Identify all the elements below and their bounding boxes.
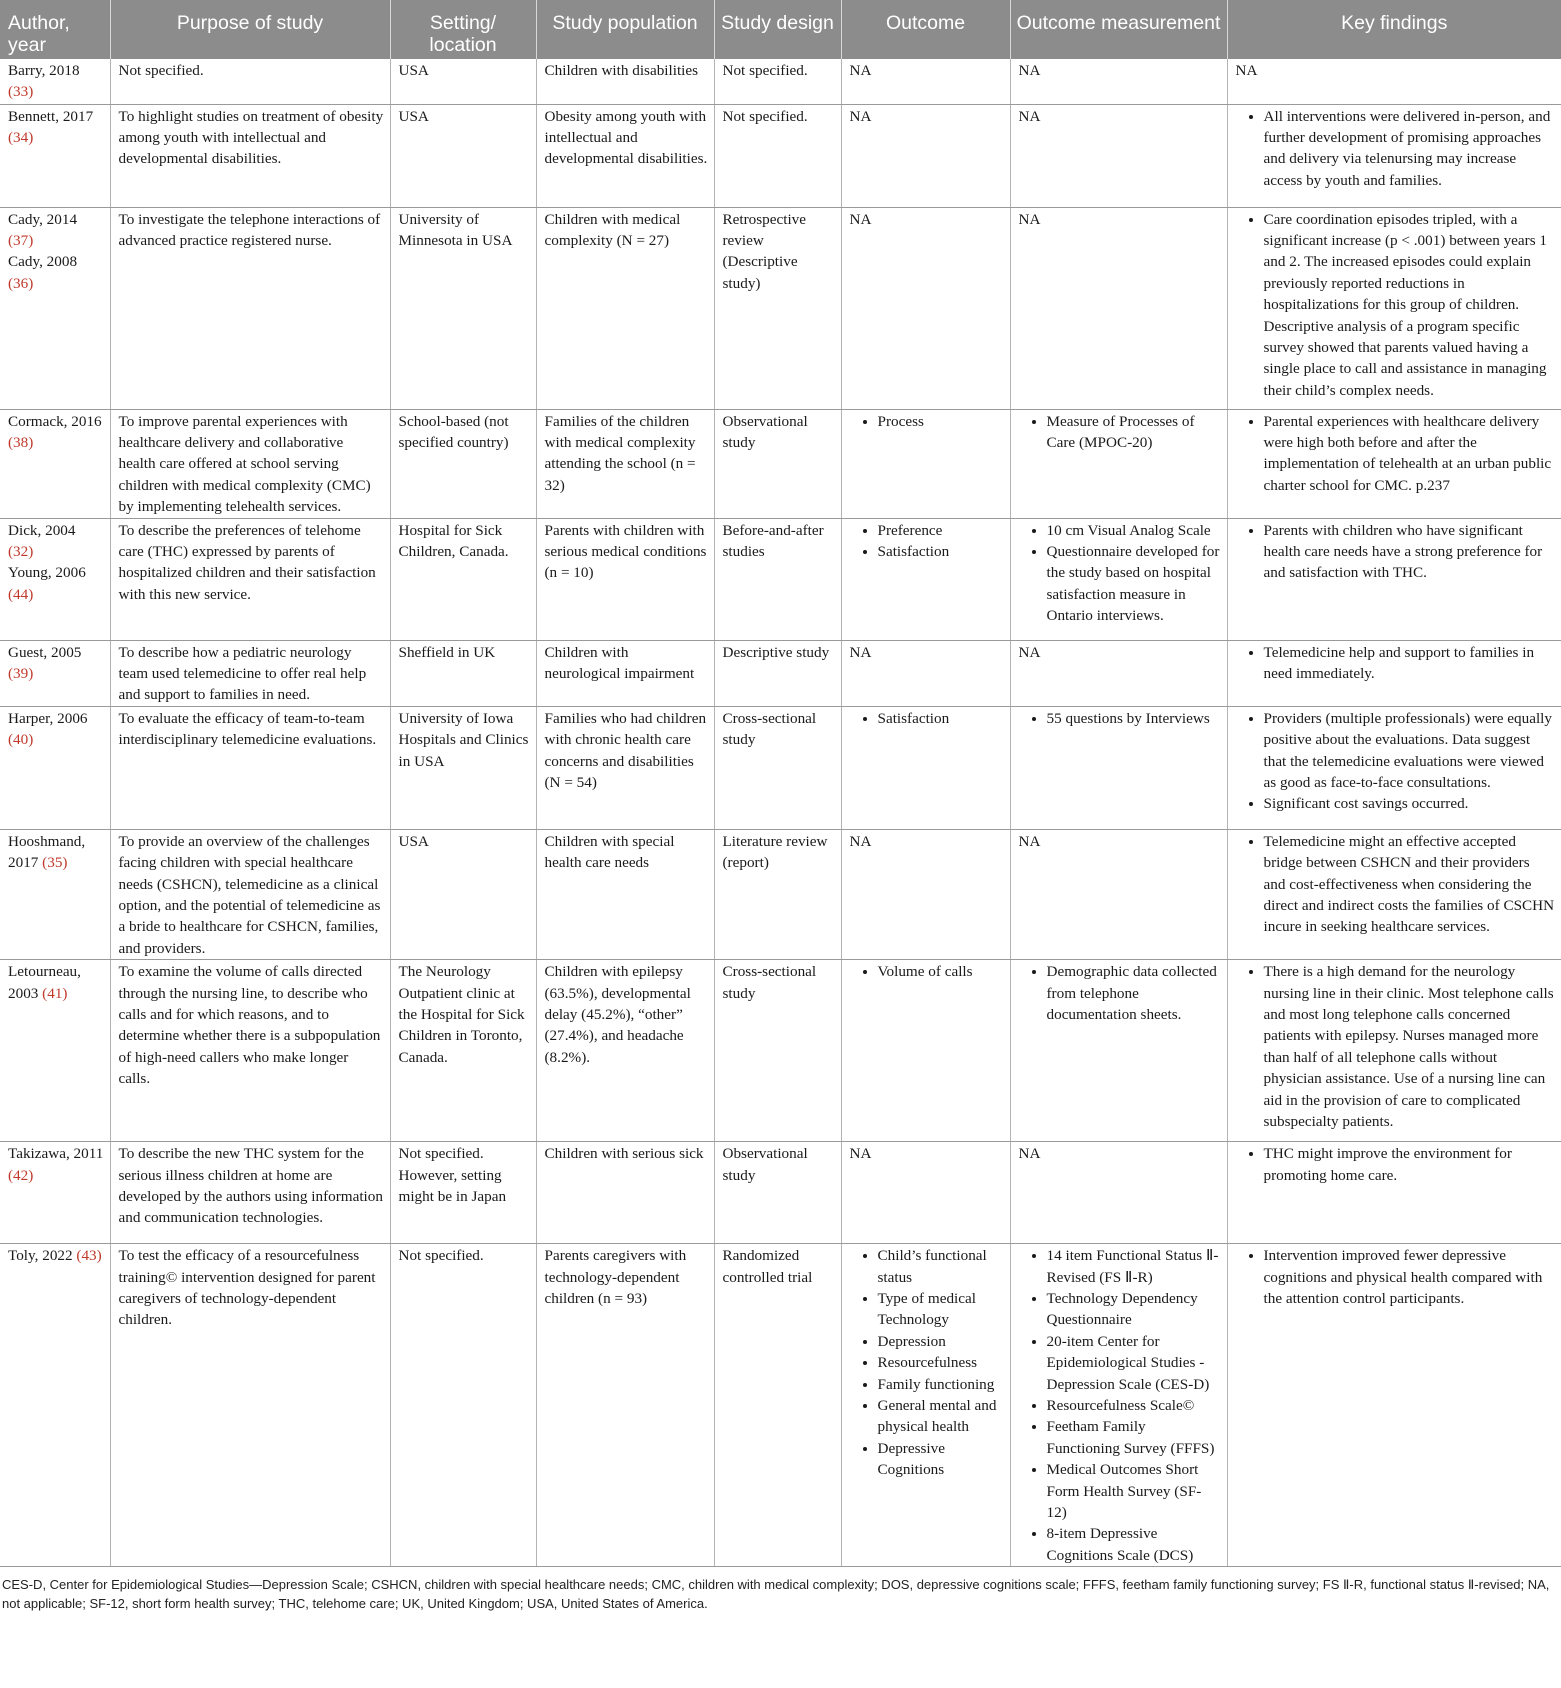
author-year: Cormack, 2016 [8, 412, 102, 430]
table-row [0, 518, 1561, 640]
purpose-cell [110, 960, 390, 1142]
population-cell [536, 207, 714, 409]
setting-cell-text: School-based (not specified country) [398, 412, 509, 451]
author-cell [0, 640, 110, 706]
table-row [0, 207, 1561, 409]
population-cell-text: Children with medical complexity (N = 27) [544, 210, 681, 249]
findings-cell-list [1236, 642, 1556, 685]
purpose-cell [110, 706, 390, 829]
setting-cell-text: University of Minnesota in USA [398, 210, 513, 249]
outcome-cell [841, 640, 1010, 706]
measurement-cell [1010, 518, 1227, 640]
setting-cell [390, 829, 536, 959]
purpose-cell [110, 409, 390, 518]
header-measurement: Outcome measurement [1010, 0, 1227, 59]
author-cell [0, 706, 110, 829]
population-cell [536, 518, 714, 640]
list-item: • Resourcefulness Scale© [1047, 1395, 1221, 1416]
measurement-cell [1010, 207, 1227, 409]
list-item: • 8-item Depressive Cognitions Scale (DCS) [1047, 1523, 1221, 1566]
setting-cell [390, 1244, 536, 1567]
purpose-cell [110, 1244, 390, 1567]
list-item: • Preference [878, 520, 1004, 541]
measurement-cell [1010, 1244, 1227, 1567]
design-cell [714, 706, 841, 829]
design-cell-text: Descriptive study [722, 643, 830, 661]
measurement-cell-list [1019, 961, 1221, 1025]
findings-cell [1227, 1142, 1561, 1244]
population-cell-text: Parents with children with serious medical conditions (n = 10) [544, 521, 707, 582]
setting-cell-text: Not specified. However, setting might be in Japan [398, 1145, 507, 1205]
findings-cell [1227, 104, 1561, 207]
purpose-cell-text: To describe the preferences of telehome care (THC) expressed by parents of hospitalized children and their satisfaction with this new service. [118, 521, 376, 603]
population-cell-text: Families of the children with medical complexity attending the school (n = 32) [544, 412, 696, 494]
reference-link: (32) [8, 542, 34, 560]
list-item: • Medical Outcomes Short Form Health Survey (SF-12) [1047, 1459, 1221, 1523]
findings-cell [1227, 640, 1561, 706]
list-item: • Satisfaction [878, 708, 1004, 729]
author-cell [0, 1244, 110, 1567]
measurement-cell-list [1019, 411, 1221, 454]
list-item: • There is a high demand for the neurology nursing line in their clinic. Most telephone calls and most long telephone calls concerned patients with epilepsy. Nurses managed more than half of all telephone calls without physician assistance. Use of a nursing line can aid in the provision of care to complicated subspecialty patients. [1264, 961, 1556, 1132]
table-row [0, 960, 1561, 1142]
population-cell [536, 960, 714, 1142]
setting-cell [390, 640, 536, 706]
header-design: Study design [714, 0, 841, 59]
outcome-cell [841, 104, 1010, 207]
purpose-cell [110, 104, 390, 207]
author-year: Dick, 2004 [8, 521, 76, 539]
purpose-cell [110, 518, 390, 640]
reference-link: (36) [8, 274, 34, 292]
author-year: Harper, 2006 [8, 709, 88, 727]
design-cell [714, 207, 841, 409]
table-header [0, 0, 1561, 59]
table-row [0, 1244, 1561, 1567]
outcome-cell-text: NA [849, 210, 872, 228]
setting-cell [390, 518, 536, 640]
measurement-cell-text: NA [1018, 1145, 1041, 1163]
reference-link: (38) [8, 433, 34, 451]
findings-cell-list [1236, 520, 1556, 584]
list-item: • 10 cm Visual Analog Scale [1047, 520, 1221, 541]
list-item: • Intervention improved fewer depressive cognitions and physical health compared with the attention control participants. [1264, 1245, 1556, 1309]
author-cell [0, 1142, 110, 1244]
purpose-cell-text: To highlight studies on treatment of obesity among youth with intellectual and developmental disabilities. [118, 107, 384, 168]
table-row [0, 59, 1561, 104]
setting-cell [390, 59, 536, 104]
list-item: • Volume of calls [878, 961, 1004, 982]
purpose-cell-text: Not specified. [118, 62, 204, 79]
population-cell [536, 1142, 714, 1244]
reference-link: (44) [8, 585, 34, 603]
outcome-cell [841, 1244, 1010, 1567]
header-setting: Setting/ location [390, 0, 536, 59]
outcome-cell-text: NA [849, 1145, 872, 1163]
design-cell-text: Before-and-after studies [722, 521, 824, 560]
population-cell [536, 59, 714, 104]
list-item: • General mental and physical health [878, 1395, 1004, 1438]
design-cell [714, 409, 841, 518]
setting-cell-text: USA [398, 832, 429, 850]
list-item: • Parents with children who have significant health care needs have a strong preference for and satisfaction with THC. [1264, 520, 1556, 584]
measurement-cell-text: NA [1018, 643, 1041, 661]
outcome-cell [841, 960, 1010, 1142]
findings-cell-list [1236, 831, 1556, 938]
table-row [0, 640, 1561, 706]
population-cell-text: Children with neurological impairment [544, 643, 695, 682]
header-purpose: Purpose of study [110, 0, 390, 59]
setting-cell [390, 960, 536, 1142]
outcome-cell-text: NA [849, 832, 872, 850]
population-cell-text: Families who had children with chronic health care concerns and disabilities (N = 54) [544, 709, 707, 791]
list-item: • Resourcefulness [878, 1352, 1004, 1373]
reference-link: (37) [8, 231, 34, 249]
measurement-cell [1010, 706, 1227, 829]
list-item: • All interventions were delivered in-person, and further development of promising approaches and delivery via telenursing may increase access by youth and families. [1264, 106, 1556, 192]
list-item: • 14 item Functional Status Ⅱ-Revised (FS Ⅱ-R) [1047, 1245, 1221, 1288]
list-item: • 55 questions by Interviews [1047, 708, 1221, 729]
list-item: • Family functioning [878, 1374, 1004, 1395]
author-year: Barry, 2018 [8, 62, 80, 79]
author-year: Cady, 2014 [8, 210, 78, 228]
purpose-cell [110, 1142, 390, 1244]
findings-cell-list [1236, 961, 1556, 1132]
findings-cell-text: NA [1235, 62, 1258, 79]
findings-cell [1227, 518, 1561, 640]
purpose-cell-text: To provide an overview of the challenges facing children with special healthcare needs (CSHCN), telemedicine as a clinical option, and the potential of telemedicine as a bride to healthcare for CSHCN, families, and providers. [118, 832, 381, 957]
design-cell-text: Cross-sectional study [722, 963, 817, 1002]
reference-link: (35) [42, 854, 68, 872]
outcome-cell [841, 829, 1010, 959]
table-row [0, 706, 1561, 829]
design-cell [714, 59, 841, 104]
design-cell [714, 960, 841, 1142]
findings-cell [1227, 960, 1561, 1142]
table-row [0, 409, 1561, 518]
setting-cell-text: Sheffield in UK [398, 643, 496, 661]
list-item: • Technology Dependency Questionnaire [1047, 1288, 1221, 1331]
table-footnote: CES-D, Center for Epidemiological Studies—Depression Scale; CSHCN, children with special healthcare needs; CMC, children with medical complexity; DOS, depressive cognitions scale; FFFS, feetham family functioning survey; FS Ⅱ-R, functional status Ⅱ-revised; NA, not applicable; SF-12, short form health survey; THC, telehome care; UK, United Kingdom; USA, United States of America. [2, 1577, 1550, 1612]
table-row [0, 829, 1561, 959]
author-year: Young, 2006 [8, 564, 86, 582]
author-cell [0, 59, 110, 104]
author-year: Bennett, 2017 [8, 107, 94, 125]
design-cell-text: Not specified. [722, 62, 808, 79]
measurement-cell [1010, 409, 1227, 518]
outcome-cell [841, 207, 1010, 409]
purpose-cell-text: To examine the volume of calls directed through the nursing line, to describe who calls and for which reasons, and to determine whether there is a subpopulation of high-need callers who make longer calls. [118, 963, 381, 1088]
population-cell [536, 104, 714, 207]
purpose-cell-text: To investigate the telephone interactions of advanced practice registered nurse. [118, 210, 381, 249]
list-item: • Type of medical Technology [878, 1288, 1004, 1331]
header-population: Study population [536, 0, 714, 59]
header-outcome: Outcome [841, 0, 1010, 59]
measurement-cell-text: NA [1018, 832, 1041, 850]
setting-cell-text: USA [398, 107, 429, 125]
purpose-cell-text: To test the efficacy of a resourcefulness training© intervention designed for parent caregivers of technology-dependent children. [118, 1247, 376, 1329]
list-item: • Questionnaire developed for the study based on hospital satisfaction measure in Ontario interviews. [1047, 541, 1221, 627]
outcome-cell-list [850, 520, 1004, 563]
population-cell-text: Children with special health care needs [544, 832, 675, 872]
purpose-cell-text: To describe the new THC system for the serious illness children at home are developed by the authors using information and communication technologies. [118, 1145, 383, 1227]
author-year: Toly, 2022 [8, 1247, 73, 1265]
author-cell [0, 960, 110, 1142]
author-cell [0, 518, 110, 640]
author-cell [0, 409, 110, 518]
outcome-cell [841, 1142, 1010, 1244]
setting-cell-text: Not specified. [398, 1247, 484, 1265]
findings-cell [1227, 1244, 1561, 1567]
list-item: • Measure of Processes of Care (MPOC-20) [1047, 411, 1221, 454]
design-cell-text: Not specified. [722, 107, 808, 125]
list-item: • Significant cost savings occurred. [1264, 793, 1556, 814]
design-cell-text: Observational study [722, 1145, 808, 1184]
setting-cell [390, 1142, 536, 1244]
list-item: • Care coordination episodes tripled, with a significant increase (p < .001) between years 1 and 2. The increased episodes could explain previously reported reductions in hospitalizations for this group of children. Descriptive analysis of a program specific survey showed that parents valued having a single place to call and assistance in managing their child’s complex needs. [1264, 209, 1556, 402]
purpose-cell-text: To improve parental experiences with healthcare delivery and collaborative health care offered at school serving children with medical complexity (CMC) by implementing telehealth services. [118, 412, 371, 516]
findings-cell-list [1236, 1143, 1556, 1186]
list-item: • Demographic data collected from telephone documentation sheets. [1047, 961, 1221, 1025]
design-cell [714, 640, 841, 706]
population-cell-text: Obesity among youth with intellectual and developmental disabilities. [544, 107, 708, 168]
header-findings: Key findings [1227, 0, 1561, 59]
table-body [0, 59, 1561, 1567]
list-item: • Providers (multiple professionals) were equally positive about the evaluations. Data suggest that the telemedicine evaluations were viewed as good as face-to-face consultations. [1264, 708, 1556, 794]
reference-link: (40) [8, 731, 34, 749]
findings-cell [1227, 829, 1561, 959]
population-cell [536, 1244, 714, 1567]
population-cell [536, 409, 714, 518]
setting-cell [390, 706, 536, 829]
list-item: • Feetham Family Functioning Survey (FFFS) [1047, 1416, 1221, 1459]
reference-link: (39) [8, 664, 34, 682]
outcome-cell [841, 59, 1010, 104]
table-row [0, 1142, 1561, 1244]
setting-cell-text: Hospital for Sick Children, Canada. [398, 521, 509, 560]
reference-link: (33) [8, 83, 34, 101]
list-item: • Parental experiences with healthcare delivery were high both before and after the implementation of telehealth at an urban public charter school for CMC. p.237 [1264, 411, 1556, 497]
list-item: • THC might improve the environment for promoting home care. [1264, 1143, 1556, 1186]
population-cell [536, 640, 714, 706]
design-cell [714, 104, 841, 207]
outcome-cell-list [850, 411, 1004, 432]
design-cell [714, 829, 841, 959]
outcome-cell [841, 518, 1010, 640]
list-item: • Telemedicine might an effective accepted bridge between CSHCN and their providers and cost-effectiveness when considering the direct and indirect costs the families of CSCHN incure in seeking healthcare services. [1264, 831, 1556, 938]
outcome-cell-text: NA [849, 62, 872, 79]
author-cell [0, 104, 110, 207]
header-author-year: Author, year [0, 0, 110, 59]
purpose-cell-text: To evaluate the efficacy of team-to-team interdisciplinary telemedicine evaluations. [118, 709, 377, 749]
measurement-cell-list [1019, 708, 1221, 729]
design-cell [714, 1244, 841, 1567]
table-row [0, 104, 1561, 207]
reference-link: (41) [42, 984, 68, 1002]
purpose-cell [110, 640, 390, 706]
measurement-cell-list [1019, 1245, 1221, 1566]
population-cell-text: Children with disabilities [544, 62, 699, 79]
population-cell [536, 829, 714, 959]
author-year: Takizawa, 2011 [8, 1145, 104, 1163]
findings-cell-list [1236, 708, 1556, 815]
author-year: Hooshmand, 2017 [8, 832, 86, 872]
measurement-cell-list [1019, 520, 1221, 627]
design-cell-text: Retrospective review (Descriptive study) [722, 210, 807, 292]
list-item: • Depression [878, 1331, 1004, 1352]
list-item: • Child’s functional status [878, 1245, 1004, 1288]
design-cell-text: Literature review (report) [722, 832, 828, 872]
outcome-cell-text: NA [849, 107, 872, 125]
purpose-cell-text: To describe how a pediatric neurology team used telemedicine to offer real help and support to families in need. [118, 643, 367, 704]
setting-cell [390, 104, 536, 207]
purpose-cell [110, 207, 390, 409]
measurement-cell-text: NA [1018, 62, 1041, 79]
author-cell [0, 207, 110, 409]
findings-cell [1227, 59, 1561, 104]
reference-link: (42) [8, 1166, 34, 1184]
measurement-cell [1010, 104, 1227, 207]
findings-cell [1227, 207, 1561, 409]
reference-link: (34) [8, 128, 34, 146]
author-year: Letourneau, 2003 [8, 963, 81, 1002]
author-year: Guest, 2005 [8, 643, 82, 661]
list-item: • Telemedicine help and support to families in need immediately. [1264, 642, 1556, 685]
outcome-cell-list [850, 708, 1004, 729]
outcome-cell [841, 706, 1010, 829]
findings-cell-list [1236, 106, 1556, 192]
list-item: • Satisfaction [878, 541, 1004, 562]
measurement-cell [1010, 1142, 1227, 1244]
design-cell [714, 518, 841, 640]
reference-link: (43) [76, 1247, 102, 1265]
findings-cell [1227, 706, 1561, 829]
author-cell [0, 829, 110, 959]
findings-cell-list [1236, 411, 1556, 497]
outcome-cell-text: NA [849, 643, 872, 661]
population-cell-text: Children with serious sick [544, 1145, 704, 1163]
design-cell [714, 1142, 841, 1244]
population-cell-text: Children with epilepsy (63.5%), developmental delay (45.2%), “other” (27.4%), and headache (8.2%). [544, 963, 691, 1066]
design-cell-text: Randomized controlled trial [722, 1247, 813, 1286]
setting-cell-text: University of Iowa Hospitals and Clinics in USA [398, 709, 529, 770]
list-item: • 20-item Center for Epidemiological Studies - Depression Scale (CES-D) [1047, 1331, 1221, 1395]
population-cell-text: Parents caregivers with technology-dependent children (n = 93) [544, 1247, 687, 1307]
purpose-cell [110, 829, 390, 959]
measurement-cell-text: NA [1018, 210, 1041, 228]
list-item: • Depressive Cognitions [878, 1438, 1004, 1481]
measurement-cell-text: NA [1018, 107, 1041, 125]
setting-cell-text: The Neurology Outpatient clinic at the Hospital for Sick Children in Toronto, Canada. [398, 963, 525, 1066]
author-year: Cady, 2008 [8, 253, 78, 271]
findings-cell-list [1236, 1245, 1556, 1309]
design-cell-text: Observational study [722, 412, 808, 451]
measurement-cell [1010, 59, 1227, 104]
findings-cell [1227, 409, 1561, 518]
setting-cell [390, 409, 536, 518]
outcome-cell-list [850, 961, 1004, 982]
outcome-cell-list [850, 1245, 1004, 1480]
measurement-cell [1010, 640, 1227, 706]
findings-cell-list [1236, 209, 1556, 402]
list-item: • Process [878, 411, 1004, 432]
measurement-cell [1010, 960, 1227, 1142]
measurement-cell [1010, 829, 1227, 959]
design-cell-text: Cross-sectional study [722, 709, 817, 749]
setting-cell-text: USA [398, 62, 429, 79]
setting-cell [390, 207, 536, 409]
outcome-cell [841, 409, 1010, 518]
purpose-cell [110, 59, 390, 104]
population-cell [536, 706, 714, 829]
